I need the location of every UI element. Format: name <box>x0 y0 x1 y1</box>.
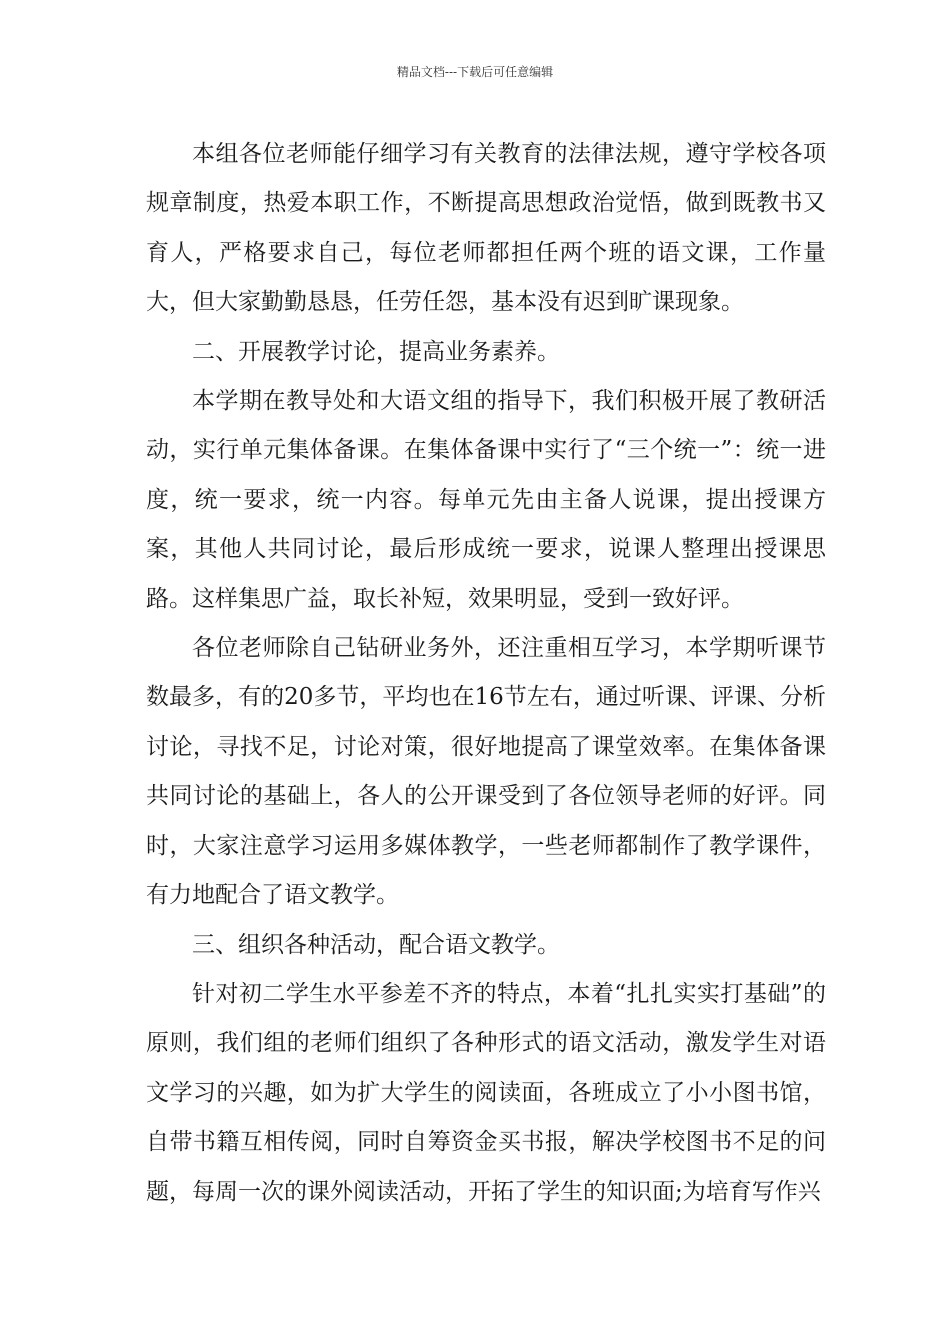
paragraph-collective-lesson-prep: 本学期在教导处和大语文组的指导下，我们积极开展了教研活动，实行单元集体备课。在集体备课中实行了“三个统一”：统一进度，统一要求，统一内容。每单元先由主备人说课，提出授课方案，其他人共同讨论，最后形成统一要求，说课人整理出授课思路。这样集思广益，取长补短，效果明显，受到一致好评。 <box>146 388 826 612</box>
section-heading-activities: 三、组织各种活动，配合语文教学。 <box>192 931 560 958</box>
paragraph-work-attitude: 本组各位老师能仔细学习有关教育的法律法规，遵守学校各项规章制度，热爱本职工作，不断提高思想政治觉悟，做到既教书又育人，严格要求自己，每位老师都担任两个班的语文课，工作量大，但大家勤勤恳恳，任劳任怨，基本没有迟到旷课现象。 <box>146 141 826 316</box>
section-heading-teaching-discussion: 二、开展教学讨论，提高业务素养。 <box>192 338 560 365</box>
paragraph-mutual-learning: 各位老师除自己钻研业务外，还注重相互学习，本学期听课节数最多，有的20多节，平均也在16节左右，通过听课、评课、分析讨论，寻找不足，讨论对策，很好地提高了课堂效率。在集体备课共同讨论的基础上，各人的公开课受到了各位领导老师的好评。同时，大家注意学习运用多媒体教学，一些老师都制作了教学课件，有力地配合了语文教学。 <box>146 635 826 909</box>
document-body <box>146 130 826 1217</box>
paragraph-chinese-activities: 针对初二学生水平参差不齐的特点，本着“扎扎实实打基础”的原则，我们组的老师们组织了各种形式的语文活动，激发学生对语文学习的兴趣，如为扩大学生的阅读面，各班成立了小小图书馆，自带书籍互相传阅，同时自筹资金买书报，解决学校图书不足的问题，每周一次的课外阅读活动，开拓了学生的知识面;为培育写作兴 <box>146 980 826 1205</box>
page-header: 精品文档---下载后可任意编辑 <box>396 65 554 79</box>
